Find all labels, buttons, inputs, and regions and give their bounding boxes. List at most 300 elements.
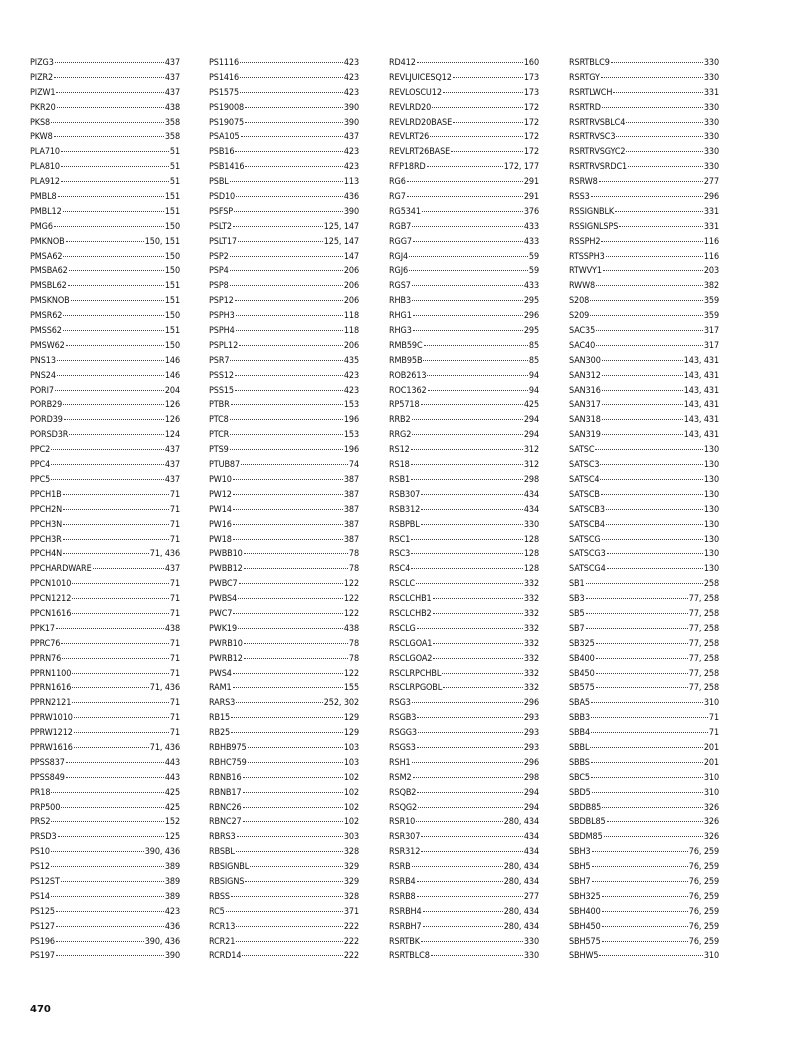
entry-pages: 196 xyxy=(343,445,359,456)
entry-pages: 77, 258 xyxy=(688,683,719,694)
index-entry xyxy=(209,384,359,399)
dot-leader xyxy=(602,404,683,405)
dot-leader xyxy=(239,345,343,346)
dot-leader xyxy=(596,285,703,286)
dot-leader xyxy=(61,643,169,644)
entry-pages: 118 xyxy=(343,311,359,322)
entry-code: RSGG3 xyxy=(389,728,417,739)
entry-code: SB5 xyxy=(569,608,585,619)
dot-leader xyxy=(51,821,163,822)
dot-leader xyxy=(243,807,343,808)
entry-pages: 330 xyxy=(703,162,719,173)
index-entry xyxy=(209,369,359,384)
index-entry xyxy=(209,71,359,86)
index-entry xyxy=(389,384,539,399)
entry-pages: 150 xyxy=(164,340,180,351)
entry-pages: 296 xyxy=(523,698,539,709)
entry-code: RBRS3 xyxy=(209,832,236,843)
dot-leader xyxy=(236,702,323,703)
entry-code: PPC4 xyxy=(30,460,51,471)
entry-code: SBH400 xyxy=(569,906,601,917)
index-entry xyxy=(569,905,719,920)
dot-leader xyxy=(433,658,523,659)
index-entry xyxy=(30,413,180,428)
index-entry xyxy=(569,130,719,145)
index-entry xyxy=(209,309,359,324)
entry-pages: 310 xyxy=(703,787,719,798)
index-entry xyxy=(209,860,359,875)
entry-code: SAN312 xyxy=(569,370,601,381)
entry-pages: 153 xyxy=(343,400,359,411)
index-entry xyxy=(209,458,359,473)
dot-leader xyxy=(591,717,708,718)
entry-pages: 332 xyxy=(523,683,539,694)
entry-code: REVLRT26 xyxy=(389,132,430,143)
index-entry xyxy=(209,801,359,816)
dot-leader xyxy=(240,62,343,63)
dot-leader xyxy=(63,211,164,212)
dot-leader xyxy=(430,136,523,137)
index-entry xyxy=(209,339,359,354)
index-entry xyxy=(569,384,719,399)
entry-pages: 425 xyxy=(164,787,180,798)
entry-pages: 76, 259 xyxy=(688,921,719,932)
dot-leader xyxy=(51,866,164,867)
entry-pages: 206 xyxy=(343,296,359,307)
entry-code: RMB95B xyxy=(389,355,423,366)
entry-pages: 434 xyxy=(523,832,539,843)
entry-pages: 330 xyxy=(523,936,539,947)
dot-leader xyxy=(596,643,688,644)
entry-code: PRS2 xyxy=(30,817,51,828)
index-entry xyxy=(30,339,180,354)
entry-code: RMB59C xyxy=(389,340,423,351)
dot-leader xyxy=(66,777,164,778)
entry-code: S209 xyxy=(569,311,590,322)
index-entry xyxy=(389,637,539,652)
entry-code: PORB29 xyxy=(30,400,63,411)
index-entry xyxy=(569,607,719,622)
entry-pages: 423 xyxy=(343,72,359,83)
index-entry xyxy=(30,756,180,771)
index-entry xyxy=(30,771,180,786)
index-entry xyxy=(389,652,539,667)
dot-leader xyxy=(602,419,683,420)
entry-code: RRG2 xyxy=(389,430,412,441)
entry-pages: 130 xyxy=(703,489,719,500)
index-entry xyxy=(30,458,180,473)
index-entry xyxy=(569,160,719,175)
entry-code: RB15 xyxy=(209,713,231,724)
entry-pages: 390, 436 xyxy=(144,847,180,858)
entry-code: PSPH4 xyxy=(209,326,235,337)
entry-code: PSP2 xyxy=(209,251,229,262)
entry-pages: 330 xyxy=(703,132,719,143)
entry-code: PPRC76 xyxy=(30,638,61,649)
dot-leader xyxy=(241,136,343,137)
entry-code: PSLT2 xyxy=(209,221,232,232)
index-entry xyxy=(569,279,719,294)
index-entry xyxy=(209,279,359,294)
entry-code: RBSIGNBL xyxy=(209,862,250,873)
index-entry xyxy=(209,205,359,220)
dot-leader xyxy=(226,911,343,912)
dot-leader xyxy=(591,762,703,763)
entry-code: RSH1 xyxy=(389,757,411,768)
entry-code: SAN318 xyxy=(569,415,601,426)
index-entry xyxy=(569,428,719,443)
entry-pages: 150 xyxy=(164,221,180,232)
dot-leader xyxy=(411,479,523,480)
index-entry xyxy=(569,190,719,205)
dot-leader xyxy=(234,211,343,212)
index-entry xyxy=(209,354,359,369)
index-entry xyxy=(389,413,539,428)
entry-pages: 78 xyxy=(348,638,359,649)
index-entry xyxy=(209,696,359,711)
index-entry xyxy=(389,235,539,250)
entry-pages: 423 xyxy=(164,906,180,917)
entry-code: SATSCG xyxy=(569,534,601,545)
entry-pages: 153 xyxy=(343,430,359,441)
entry-pages: 376 xyxy=(523,206,539,217)
entry-pages: 71, 436 xyxy=(149,683,180,694)
entry-code: PMSW62 xyxy=(30,340,65,351)
entry-code: SATSC xyxy=(569,445,595,456)
entry-pages: 329 xyxy=(343,862,359,873)
index-entry xyxy=(209,577,359,592)
entry-pages: 116 xyxy=(703,251,719,262)
entry-code: PPSS849 xyxy=(30,772,65,783)
index-entry xyxy=(569,622,719,637)
entry-pages: 434 xyxy=(523,847,539,858)
entry-pages: 387 xyxy=(343,519,359,530)
entry-pages: 130 xyxy=(703,564,719,575)
dot-leader xyxy=(243,792,343,793)
entry-pages: 146 xyxy=(164,370,180,381)
index-entry xyxy=(569,354,719,369)
dot-leader xyxy=(66,241,144,242)
dot-leader xyxy=(51,449,164,450)
dot-leader xyxy=(602,896,688,897)
entry-code: PNS24 xyxy=(30,370,56,381)
entry-code: PMBL12 xyxy=(30,206,62,217)
entry-code: SATSCG4 xyxy=(569,564,606,575)
entry-code: PLA710 xyxy=(30,147,60,158)
dot-leader xyxy=(56,926,164,927)
index-entry xyxy=(209,949,359,964)
entry-pages: 151 xyxy=(164,326,180,337)
entry-pages: 151 xyxy=(164,296,180,307)
entry-code: PTUB87 xyxy=(209,460,241,471)
index-entry xyxy=(209,711,359,726)
entry-code: RHG1 xyxy=(389,311,412,322)
index-entry xyxy=(30,949,180,964)
entry-code: PTBR xyxy=(209,400,230,411)
entry-code: SATSCB3 xyxy=(569,504,605,515)
dot-leader xyxy=(596,345,703,346)
index-entry xyxy=(569,488,719,503)
entry-code: PWRB10 xyxy=(209,638,243,649)
index-entry xyxy=(569,309,719,324)
index-column-4 xyxy=(569,56,719,964)
dot-leader xyxy=(586,613,688,614)
entry-pages: 201 xyxy=(703,757,719,768)
entry-pages: 437 xyxy=(164,445,180,456)
entry-code: PWBB12 xyxy=(209,564,243,575)
index-entry xyxy=(389,518,539,533)
index-entry xyxy=(389,458,539,473)
entry-pages: 128 xyxy=(523,549,539,560)
index-entry xyxy=(30,116,180,131)
entry-pages: 423 xyxy=(343,58,359,68)
entry-code: RSCLRPGOBL xyxy=(389,683,443,694)
dot-leader xyxy=(424,345,528,346)
index-entry xyxy=(569,56,719,71)
entry-code: RSC4 xyxy=(389,564,411,575)
entry-code: PMSBL62 xyxy=(30,281,67,292)
entry-pages: 358 xyxy=(164,117,180,128)
dot-leader xyxy=(54,226,164,227)
dot-leader xyxy=(615,211,703,212)
entry-pages: 312 xyxy=(523,460,539,471)
entry-pages: 332 xyxy=(523,653,539,664)
dot-leader xyxy=(432,107,523,108)
dot-leader xyxy=(407,181,523,182)
entry-code: PWK19 xyxy=(209,623,237,634)
entry-code: PSP12 xyxy=(209,296,234,307)
entry-code: PPSS837 xyxy=(30,757,65,768)
index-entry xyxy=(30,235,180,250)
entry-pages: 358 xyxy=(164,132,180,143)
index-entry xyxy=(30,309,180,324)
entry-pages: 51 xyxy=(169,162,180,173)
dot-leader xyxy=(596,658,688,659)
entry-pages: 437 xyxy=(164,87,180,98)
index-entry xyxy=(209,160,359,175)
entry-code: S208 xyxy=(569,296,590,307)
entry-pages: 332 xyxy=(523,623,539,634)
entry-pages: 77, 258 xyxy=(688,594,719,605)
entry-pages: 143, 431 xyxy=(683,430,719,441)
index-entry xyxy=(209,116,359,131)
dot-leader xyxy=(602,434,683,435)
dot-leader xyxy=(51,896,164,897)
entry-code: RBNB17 xyxy=(209,787,242,798)
entry-code: RBHB975 xyxy=(209,742,247,753)
page-number: 470 xyxy=(30,1004,51,1015)
index-entry xyxy=(389,130,539,145)
dot-leader xyxy=(74,732,169,733)
dot-leader xyxy=(72,687,149,688)
entry-code: RSGS3 xyxy=(389,742,416,753)
dot-leader xyxy=(411,539,523,540)
entry-code: PSPL12 xyxy=(209,340,239,351)
dot-leader xyxy=(407,196,523,197)
entry-pages: 102 xyxy=(343,802,359,813)
entry-code: PSLT17 xyxy=(209,236,237,247)
dot-leader xyxy=(604,836,703,837)
index-entry xyxy=(209,235,359,250)
entry-code: SATSCB4 xyxy=(569,519,605,530)
entry-code: PPCH1B xyxy=(30,489,62,500)
dot-leader xyxy=(245,881,343,882)
index-entry xyxy=(209,398,359,413)
dot-leader xyxy=(233,494,343,495)
index-entry xyxy=(569,786,719,801)
entry-code: RGG7 xyxy=(389,236,412,247)
index-entry xyxy=(209,562,359,577)
dot-leader xyxy=(63,553,149,554)
entry-pages: 303 xyxy=(343,832,359,843)
entry-pages: 438 xyxy=(343,623,359,634)
entry-pages: 332 xyxy=(523,594,539,605)
entry-pages: 277 xyxy=(703,177,719,188)
index-entry xyxy=(209,622,359,637)
entry-pages: 102 xyxy=(343,817,359,828)
entry-pages: 423 xyxy=(343,385,359,396)
dot-leader xyxy=(602,360,683,361)
index-entry xyxy=(389,875,539,890)
index-entry xyxy=(389,667,539,682)
index-entry xyxy=(209,250,359,265)
index-column-3 xyxy=(389,56,539,964)
index-entry xyxy=(209,726,359,741)
index-entry xyxy=(209,905,359,920)
entry-pages: 102 xyxy=(343,787,359,798)
index-entry xyxy=(30,681,180,696)
entry-code: RBSBL xyxy=(209,847,235,858)
entry-pages: 332 xyxy=(523,579,539,590)
entry-pages: 76, 259 xyxy=(688,906,719,917)
dot-leader xyxy=(238,628,343,629)
index-entry xyxy=(569,145,719,160)
dot-leader xyxy=(411,449,523,450)
entry-code: RSRTGY xyxy=(569,72,600,83)
index-entry xyxy=(30,503,180,518)
index-entry xyxy=(209,56,359,71)
entry-pages: 359 xyxy=(703,296,719,307)
entry-pages: 126 xyxy=(164,400,180,411)
dot-leader xyxy=(411,464,523,465)
entry-pages: 130 xyxy=(703,474,719,485)
dot-leader xyxy=(417,62,523,63)
index-entry xyxy=(569,473,719,488)
entry-pages: 390 xyxy=(164,951,180,962)
entry-pages: 330 xyxy=(523,951,539,962)
dot-leader xyxy=(590,747,702,748)
index-entry xyxy=(30,741,180,756)
dot-leader xyxy=(602,539,703,540)
entry-code: SBA5 xyxy=(569,698,590,709)
entry-code: RSRBH7 xyxy=(389,921,422,932)
dot-leader xyxy=(61,181,169,182)
entry-code: PKS8 xyxy=(30,117,51,128)
index-entry xyxy=(30,696,180,711)
entry-code: PTS9 xyxy=(209,445,229,456)
dot-leader xyxy=(409,270,528,271)
index-entry xyxy=(30,264,180,279)
entry-code: RG5341 xyxy=(389,206,421,217)
entry-pages: 434 xyxy=(523,489,539,500)
dot-leader xyxy=(602,107,703,108)
dot-leader xyxy=(72,598,169,599)
dot-leader xyxy=(606,524,703,525)
entry-code: PLA810 xyxy=(30,162,60,173)
entry-pages: 173 xyxy=(523,72,539,83)
index-entry xyxy=(389,741,539,756)
dot-leader xyxy=(54,77,164,78)
dot-leader xyxy=(250,866,343,867)
index-entry xyxy=(30,354,180,369)
dot-leader xyxy=(63,315,164,316)
dot-leader xyxy=(233,524,343,525)
dot-leader xyxy=(416,821,503,822)
entry-pages: 147 xyxy=(343,251,359,262)
entry-code: PPCH4N xyxy=(30,549,63,560)
index-entry xyxy=(389,339,539,354)
entry-pages: 437 xyxy=(164,474,180,485)
dot-leader xyxy=(230,256,343,257)
dot-leader xyxy=(586,583,703,584)
entry-pages: 206 xyxy=(343,340,359,351)
entry-pages: 71 xyxy=(708,713,719,724)
index-entry xyxy=(569,815,719,830)
entry-code: PORSD3R xyxy=(30,430,69,441)
dot-leader xyxy=(51,792,163,793)
entry-code: PMSBA62 xyxy=(30,266,68,277)
entry-code: PS1575 xyxy=(209,87,240,98)
entry-pages: 103 xyxy=(343,757,359,768)
entry-code: RSG3 xyxy=(389,698,411,709)
dot-leader xyxy=(601,494,703,495)
dot-leader xyxy=(595,449,702,450)
entry-code: PS125 xyxy=(30,906,55,917)
entry-code: RGJ6 xyxy=(389,266,409,277)
dot-leader xyxy=(433,643,523,644)
index-entry xyxy=(30,890,180,905)
dot-leader xyxy=(245,122,343,123)
entry-code: SATSC4 xyxy=(569,474,600,485)
entry-pages: 59 xyxy=(528,266,539,277)
dot-leader xyxy=(453,77,523,78)
index-entry xyxy=(569,681,719,696)
index-entry xyxy=(569,949,719,964)
entry-pages: 116 xyxy=(703,236,719,247)
entry-pages: 280, 434 xyxy=(503,862,539,873)
entry-code: PWS4 xyxy=(209,668,232,679)
dot-leader xyxy=(58,196,164,197)
entry-pages: 437 xyxy=(164,460,180,471)
dot-leader xyxy=(72,673,169,674)
entry-pages: 326 xyxy=(703,832,719,843)
index-entry xyxy=(30,324,180,339)
entry-pages: 71 xyxy=(169,713,180,724)
index-entry xyxy=(30,86,180,101)
index-entry xyxy=(209,890,359,905)
entry-pages: 310 xyxy=(703,951,719,962)
dot-leader xyxy=(248,762,343,763)
dot-leader xyxy=(443,687,523,688)
entry-code: PSS12 xyxy=(209,370,234,381)
entry-code: PWC7 xyxy=(209,608,233,619)
dot-leader xyxy=(230,419,343,420)
dot-leader xyxy=(599,955,702,956)
dot-leader xyxy=(63,404,164,405)
index-entry xyxy=(389,935,539,950)
entry-pages: 317 xyxy=(703,340,719,351)
entry-pages: 77, 258 xyxy=(688,653,719,664)
